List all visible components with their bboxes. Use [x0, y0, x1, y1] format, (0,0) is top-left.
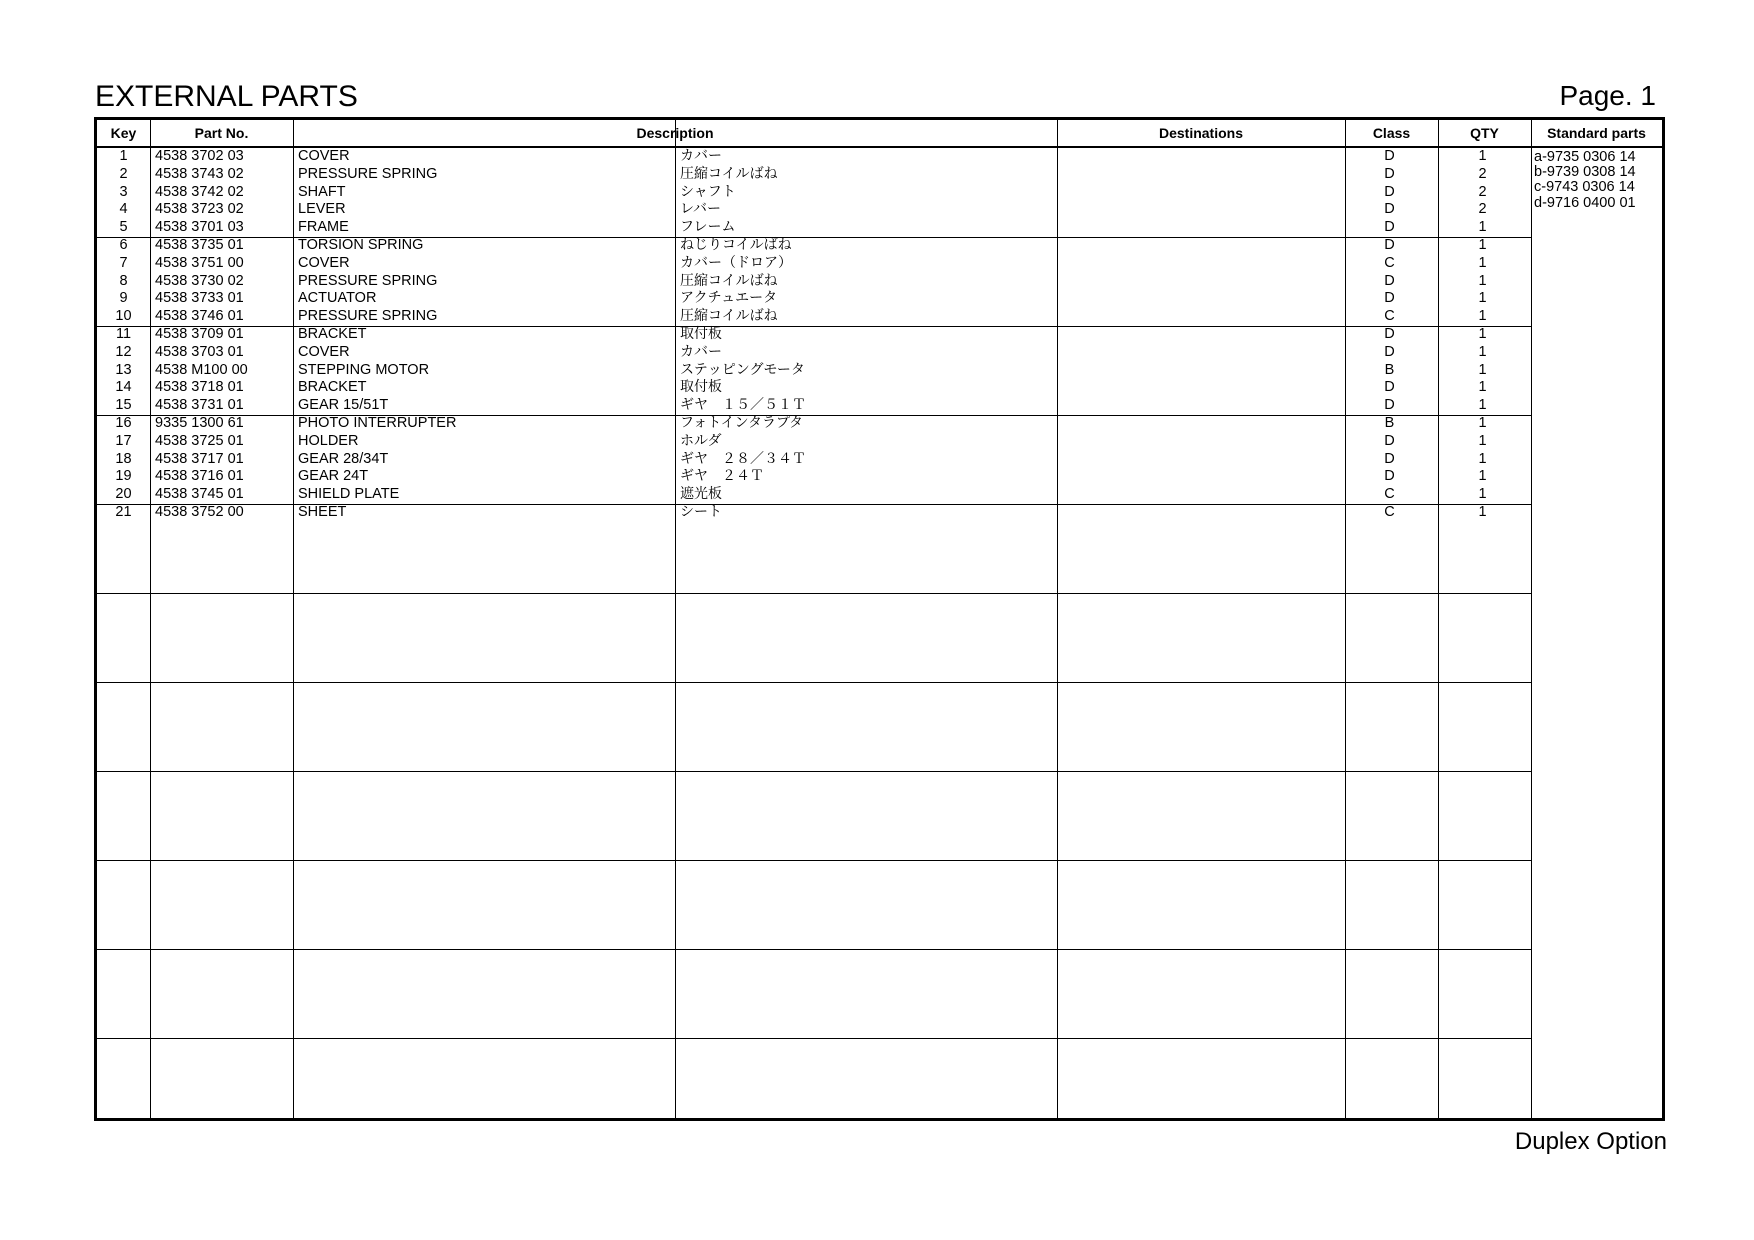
row-qty: 1 [1478, 254, 1487, 271]
row-key: 7 [119, 254, 128, 271]
row-description-ja: 遮光板 [680, 486, 722, 503]
row-key: 5 [119, 219, 128, 236]
row-description-ja: ギヤ ２４Ｔ [680, 468, 764, 485]
row-description-en: COVER [298, 254, 350, 271]
row-key: 10 [115, 308, 132, 325]
row-part-no: 4538 3725 01 [155, 432, 244, 449]
row-class: D [1384, 165, 1395, 182]
row-description-ja: カバー [680, 343, 722, 360]
row-description-ja: シャフト [680, 183, 736, 200]
row-qty: 1 [1478, 308, 1487, 325]
table-row [97, 290, 1662, 308]
row-key: 8 [119, 272, 128, 289]
page-title: EXTERNAL PARTS [95, 80, 358, 113]
row-class: D [1384, 148, 1395, 164]
row-part-no: 4538 3716 01 [155, 468, 244, 485]
row-class: D [1384, 290, 1395, 307]
row-qty: 1 [1478, 148, 1487, 164]
row-class: C [1384, 308, 1395, 325]
row-class: D [1384, 219, 1395, 236]
row-class: D [1384, 432, 1395, 449]
row-part-no: 4538 3742 02 [155, 183, 244, 200]
row-key: 1 [119, 148, 128, 164]
row-class: C [1384, 504, 1395, 520]
group-divider [97, 593, 1531, 594]
header-standard-parts: Standard parts [1547, 125, 1646, 141]
row-class: D [1384, 237, 1395, 253]
row-key: 19 [115, 468, 132, 485]
row-description-ja: 圧縮コイルばね [680, 308, 778, 325]
row-part-no: 4538 3701 03 [155, 219, 244, 236]
row-part-no: 4538 3717 01 [155, 450, 244, 467]
row-key: 11 [115, 326, 132, 342]
row-part-no: 4538 3702 03 [155, 148, 244, 164]
row-part-no: 4538 3751 00 [155, 254, 244, 271]
row-description-ja: ねじりコイルばね [680, 237, 792, 253]
row-description-en: TORSION SPRING [298, 237, 424, 253]
row-part-no: 9335 1300 61 [155, 415, 244, 431]
row-class: C [1384, 486, 1395, 503]
row-qty: 1 [1478, 326, 1487, 342]
row-part-no: 4538 3746 01 [155, 308, 244, 325]
row-part-no: 4538 3723 02 [155, 201, 244, 218]
page-number: Page. 1 [1559, 80, 1656, 111]
table-row [97, 219, 1662, 237]
row-description-ja: ギヤ ２８／３４Ｔ [680, 450, 806, 467]
row-description-en: BRACKET [298, 379, 367, 396]
table-row [97, 397, 1662, 415]
row-description-en: HOLDER [298, 432, 359, 449]
row-key: 6 [119, 237, 128, 253]
row-description-ja: 圧縮コイルばね [680, 272, 778, 289]
standard-part-item: a-9735 0306 14 [1534, 149, 1636, 165]
row-part-no: 4538 M100 00 [155, 361, 248, 378]
row-qty: 1 [1478, 397, 1487, 414]
table-row [97, 451, 1662, 469]
row-key: 13 [115, 361, 132, 378]
table-row [97, 362, 1662, 380]
header-destinations: Destinations [1158, 125, 1243, 141]
row-qty: 1 [1478, 272, 1487, 289]
row-part-no: 4538 3731 01 [155, 397, 244, 414]
row-description-ja: フレーム [680, 219, 736, 236]
row-key: 4 [119, 201, 128, 218]
row-qty: 1 [1478, 486, 1487, 503]
row-description-en: SHEET [298, 504, 347, 520]
table-row [97, 148, 1662, 166]
row-class: B [1384, 361, 1395, 378]
group-divider [97, 949, 1531, 950]
row-description-ja: アクチュエータ [680, 290, 778, 307]
row-qty: 1 [1478, 237, 1487, 253]
row-qty: 1 [1478, 290, 1487, 307]
row-key: 18 [115, 450, 132, 467]
table-row [97, 184, 1662, 202]
header-key: Key [110, 125, 137, 141]
row-key: 21 [115, 504, 132, 520]
row-description-ja: シート [680, 504, 722, 520]
row-description-ja: 取付板 [680, 379, 722, 396]
row-description-ja: 圧縮コイルばね [680, 165, 778, 182]
row-description-en: SHAFT [298, 183, 346, 200]
table-row [97, 379, 1662, 397]
row-description-en: GEAR 28/34T [298, 450, 389, 467]
row-qty: 2 [1478, 201, 1487, 218]
row-description-en: PHOTO INTERRUPTER [298, 415, 457, 431]
header-description: Description [636, 125, 714, 141]
row-description-en: PRESSURE SPRING [298, 308, 438, 325]
row-class: D [1384, 272, 1395, 289]
row-description-ja: ステッピングモータ [680, 361, 805, 378]
row-part-no: 4538 3703 01 [155, 343, 244, 360]
group-divider [97, 682, 1531, 683]
row-description-ja: ギヤ １５／５１Ｔ [680, 397, 806, 414]
table-row [97, 308, 1662, 326]
row-class: B [1384, 415, 1395, 431]
table-row [97, 237, 1662, 255]
header-class: Class [1372, 125, 1411, 141]
row-class: C [1384, 254, 1395, 271]
row-qty: 1 [1478, 450, 1487, 467]
row-description-ja: ホルダ [680, 432, 722, 449]
table-row [97, 344, 1662, 362]
row-key: 12 [115, 343, 132, 360]
row-class: D [1384, 343, 1395, 360]
row-qty: 1 [1478, 361, 1487, 378]
standard-part-item: b-9739 0308 14 [1534, 164, 1636, 181]
row-description-ja: カバー [680, 148, 722, 164]
row-description-ja: 取付板 [680, 326, 722, 342]
row-class: D [1384, 201, 1395, 218]
row-description-en: FRAME [298, 219, 349, 236]
row-class: D [1384, 450, 1395, 467]
row-qty: 1 [1478, 415, 1487, 431]
row-key: 9 [119, 290, 128, 307]
row-part-no: 4538 3735 01 [155, 237, 244, 253]
row-description-ja: フォトインタラプタ [680, 415, 804, 431]
row-description-en: PRESSURE SPRING [298, 272, 438, 289]
standard-parts-list [1534, 150, 1636, 211]
row-class: D [1384, 397, 1395, 414]
row-key: 16 [115, 415, 132, 431]
row-qty: 1 [1478, 504, 1487, 520]
row-description-en: PRESSURE SPRING [298, 165, 438, 182]
table-row [97, 201, 1662, 219]
row-part-no: 4538 3718 01 [155, 379, 244, 396]
row-description-en: ACTUATOR [298, 290, 377, 307]
row-qty: 1 [1478, 343, 1487, 360]
row-description-en: GEAR 15/51T [298, 397, 389, 414]
row-description-en: LEVER [298, 201, 346, 218]
row-class: D [1384, 326, 1395, 342]
row-qty: 2 [1478, 165, 1487, 182]
footer-label: Duplex Option [1514, 1128, 1667, 1155]
group-divider [97, 1038, 1531, 1039]
group-divider [97, 860, 1531, 861]
row-class: D [1384, 183, 1395, 200]
row-part-no: 4538 3730 02 [155, 272, 244, 289]
row-key: 17 [115, 432, 132, 449]
row-description-en: STEPPING MOTOR [298, 361, 430, 378]
standard-part-item: c-9743 0306 14 [1534, 179, 1635, 196]
table-row [97, 504, 1662, 522]
row-description-en: GEAR 24T [298, 468, 369, 485]
table-row [97, 433, 1662, 451]
table-row [97, 486, 1662, 504]
table-row [97, 468, 1662, 486]
row-class: D [1384, 379, 1395, 396]
row-key: 2 [119, 165, 128, 182]
row-qty: 1 [1478, 219, 1487, 236]
row-key: 3 [119, 183, 128, 200]
table-row [97, 273, 1662, 291]
row-class: D [1384, 468, 1395, 485]
row-description-en: COVER [298, 343, 350, 360]
header-part-no: Part No. [194, 125, 249, 141]
row-part-no: 4538 3745 01 [155, 486, 244, 503]
row-description-en: BRACKET [298, 326, 367, 342]
row-description-en: SHIELD PLATE [298, 486, 400, 503]
row-key: 14 [115, 379, 132, 396]
table-row [97, 255, 1662, 273]
header-qty: QTY [1470, 125, 1499, 141]
row-key: 15 [115, 397, 132, 414]
group-divider [97, 771, 1531, 772]
row-part-no: 4538 3743 02 [155, 165, 244, 182]
row-part-no: 4538 3752 00 [155, 504, 244, 520]
row-qty: 1 [1478, 468, 1487, 485]
row-part-no: 4538 3709 01 [155, 326, 244, 342]
row-qty: 2 [1478, 183, 1487, 200]
row-description-ja: レバー [680, 201, 722, 218]
row-key: 20 [115, 486, 132, 503]
row-qty: 1 [1478, 379, 1487, 396]
row-description-en: COVER [298, 148, 350, 164]
parts-table [94, 117, 1665, 1121]
row-description-ja: カバー（ドロア） [680, 254, 792, 271]
row-qty: 1 [1478, 432, 1487, 449]
row-part-no: 4538 3733 01 [155, 290, 244, 307]
standard-part-item: d-9716 0400 01 [1534, 194, 1636, 211]
table-row [97, 326, 1662, 344]
table-row [97, 415, 1662, 433]
table-row [97, 166, 1662, 184]
